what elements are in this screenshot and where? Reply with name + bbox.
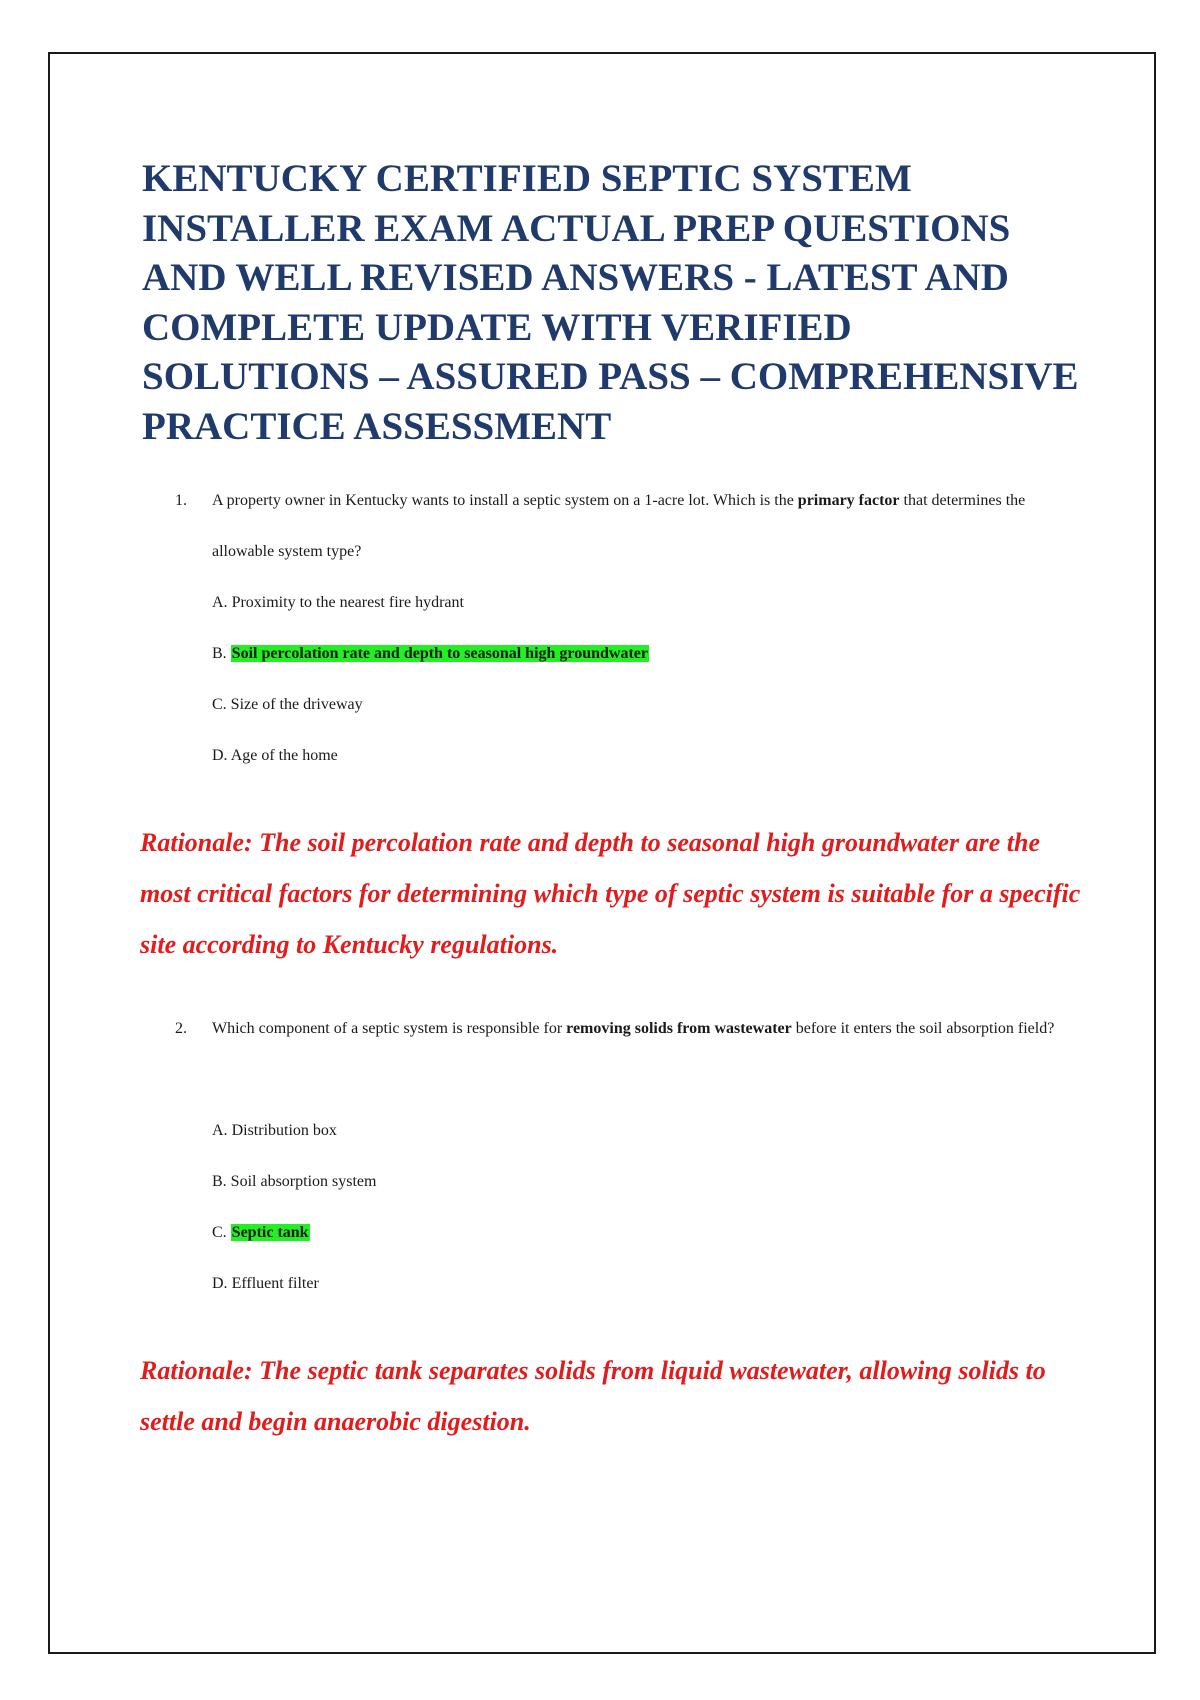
- question-2-stem: [175, 1003, 1075, 1054]
- option-text: Soil absorption system: [230, 1173, 377, 1190]
- question-2-text-bold: removing solids from wastewater: [566, 1020, 792, 1037]
- option-letter: D.: [212, 747, 228, 764]
- question-1-number: 1.: [175, 492, 187, 509]
- question-2-number: 2.: [175, 1020, 187, 1037]
- document-title: KENTUCKY CERTIFIED SEPTIC SYSTEM INSTALLER EXAM ACTUAL PREP QUESTIONS AND WELL REVISED ANSWERS - LATEST AND COMPLETE UPDATE WITH VERIFIED SOLUTIONS – ASSURED PASS – COMPREHENSIVE PRACTICE ASSESSMENT: [142, 157, 1079, 448]
- option-letter: A.: [212, 594, 228, 611]
- question-1-option-c: [212, 679, 363, 730]
- question-2-option-c: [212, 1207, 310, 1258]
- option-text: Age of the home: [230, 747, 338, 764]
- question-2-text-after: before it enters the soil absorption field?: [791, 1020, 1055, 1037]
- option-letter: B.: [212, 645, 227, 662]
- question-2-text-before: Which component of a septic system is responsible for: [212, 1020, 567, 1037]
- question-2-option-d: [212, 1258, 319, 1309]
- question-1-text-bold: primary factor: [797, 492, 900, 509]
- option-text: Effluent filter: [231, 1275, 319, 1292]
- option-text: Proximity to the nearest fire hydrant: [231, 594, 464, 611]
- question-2-option-b: [212, 1156, 376, 1207]
- question-2-rationale: Rationale: The septic tank separates solids from liquid wastewater, allowing solids to settle and begin anaerobic digestion.: [140, 1356, 1046, 1436]
- option-letter: C.: [212, 696, 227, 713]
- question-1-text: [212, 475, 1075, 577]
- option-letter: A.: [212, 1122, 228, 1139]
- question-1-text-after: that determines the allowable system type?: [212, 492, 1026, 560]
- correct-answer-highlight: Soil percolation rate and depth to seasonal high groundwater: [231, 645, 649, 662]
- question-2-text: [212, 1003, 1075, 1054]
- question-2-option-a: [212, 1105, 337, 1156]
- question-1-option-d: [212, 730, 338, 781]
- question-1-text-before: A property owner in Kentucky wants to install a septic system on a 1-acre lot. Which is the: [212, 492, 798, 509]
- question-1-option-a: [212, 577, 464, 628]
- option-text: Distribution box: [231, 1122, 337, 1139]
- question-1-option-b: [212, 628, 649, 679]
- correct-answer-highlight: Septic tank: [231, 1224, 309, 1241]
- question-1-stem: [175, 475, 1075, 577]
- question-1-rationale: Rationale: The soil percolation rate and depth to seasonal high groundwater are the most critical factors for determining which type of septic system is suitable for a specific site according to Kentucky regulations.: [140, 828, 1081, 959]
- option-text: Size of the driveway: [230, 696, 363, 713]
- option-letter: C.: [212, 1224, 227, 1241]
- option-letter: B.: [212, 1173, 227, 1190]
- option-letter: D.: [212, 1275, 228, 1292]
